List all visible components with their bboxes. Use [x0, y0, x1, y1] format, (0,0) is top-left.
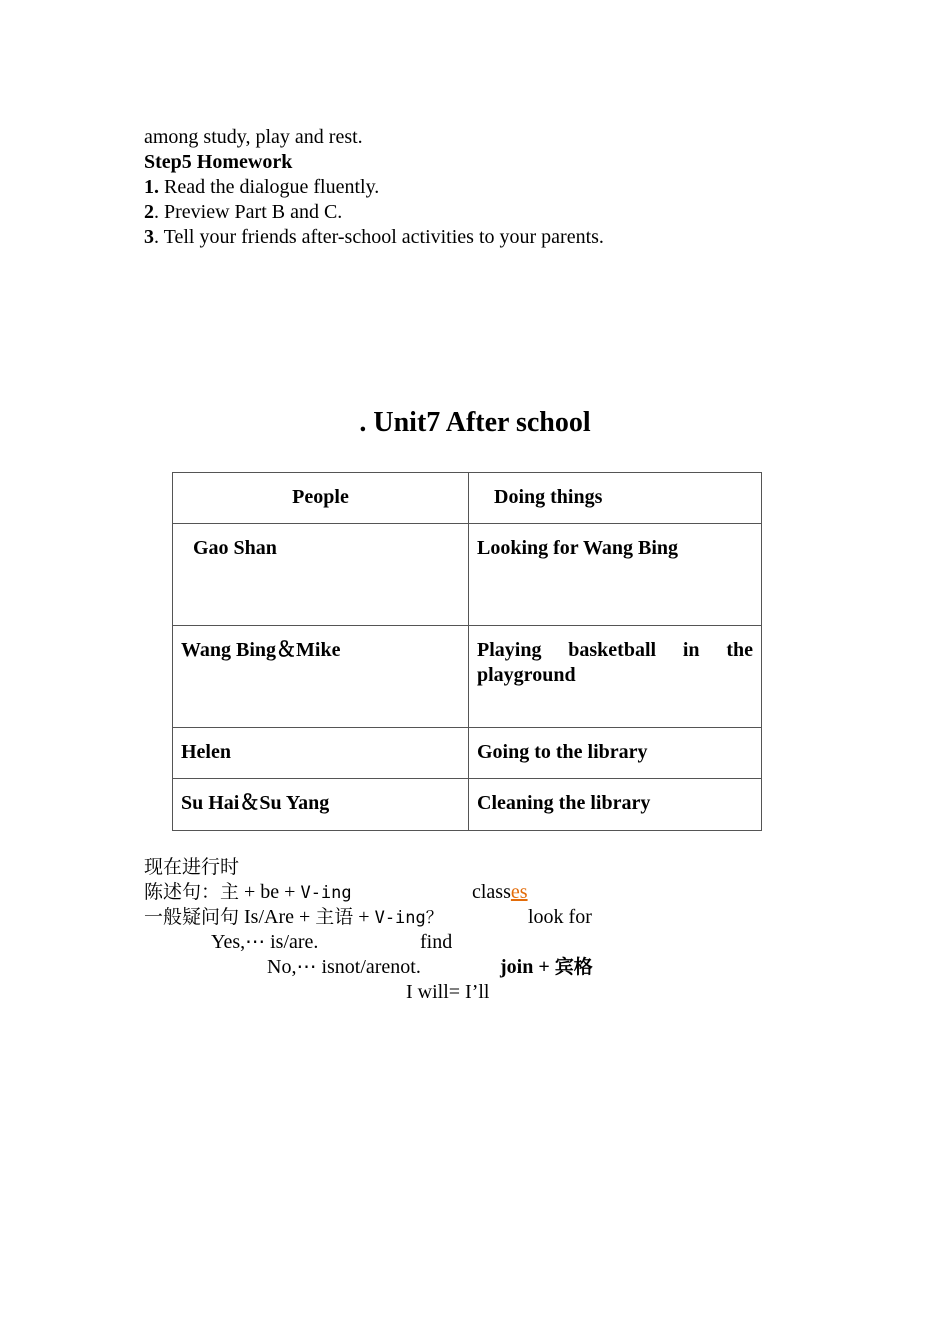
- question-subject: 主语: [315, 906, 354, 928]
- homework-item-3: [144, 225, 604, 250]
- header-people: People: [173, 473, 469, 524]
- item-number: 1.: [144, 176, 159, 198]
- statement-pattern: [144, 880, 352, 906]
- header-doing-things: Doing things: [469, 473, 762, 524]
- cell-doing: Cleaning the library: [469, 779, 762, 831]
- table-row: [173, 626, 762, 728]
- item-number: 2: [144, 201, 154, 223]
- classes-suffix: es: [510, 881, 528, 903]
- item-text: Read the dialogue fluently.: [159, 176, 380, 198]
- cell-doing: Playing basketball in the playground: [469, 626, 762, 728]
- item-text: . Preview Part B and C.: [154, 201, 343, 223]
- i-will-contraction: I will= I’ll: [406, 981, 490, 1003]
- statement-label: 陈述句：主: [144, 881, 240, 903]
- question-isare: Is/Are +: [239, 906, 316, 928]
- table-row: [173, 779, 762, 831]
- homework-item-2: [144, 200, 342, 225]
- cell-people: Helen: [173, 728, 469, 779]
- question-plus: +: [353, 906, 375, 928]
- question-ving: V-ing？: [374, 908, 443, 928]
- homework-item-1: [144, 175, 379, 200]
- table-row: [173, 524, 762, 626]
- yes-answer: Yes,⋯ is/are.: [211, 931, 319, 953]
- statement-ving: V-ing: [300, 883, 352, 903]
- question-pattern: [144, 905, 443, 931]
- activities-table: [172, 472, 762, 831]
- statement-plus: + be +: [239, 881, 301, 903]
- tense-label: 现在进行时: [144, 856, 240, 878]
- question-label: 一般疑问句: [144, 906, 240, 928]
- table-header-row: [173, 473, 762, 524]
- item-number: 3: [144, 226, 154, 248]
- classes-word: [472, 880, 528, 905]
- cell-doing: Going to the library: [469, 728, 762, 779]
- join-text: join +: [500, 956, 555, 978]
- table-row: [173, 728, 762, 779]
- look-for-phrase: look for: [528, 906, 592, 928]
- cell-doing: Looking for Wang Bing: [469, 524, 762, 626]
- intro-line: among study, play and rest.: [144, 126, 363, 148]
- no-answer: No,⋯ isnot/arenot.: [267, 956, 421, 978]
- cell-people: Wang Bing＆Mike: [173, 626, 469, 728]
- unit-title: . Unit7 After school: [359, 407, 591, 438]
- step-heading: Step5 Homework: [144, 151, 293, 173]
- join-phrase: [500, 955, 593, 980]
- cell-people: Su Hai＆Su Yang: [173, 779, 469, 831]
- classes-base: class: [472, 881, 511, 903]
- item-text: . Tell your friends after-school activities to your parents.: [154, 226, 604, 248]
- join-object: 宾格: [554, 956, 593, 978]
- find-word: find: [420, 931, 453, 953]
- cell-people: Gao Shan: [173, 524, 469, 626]
